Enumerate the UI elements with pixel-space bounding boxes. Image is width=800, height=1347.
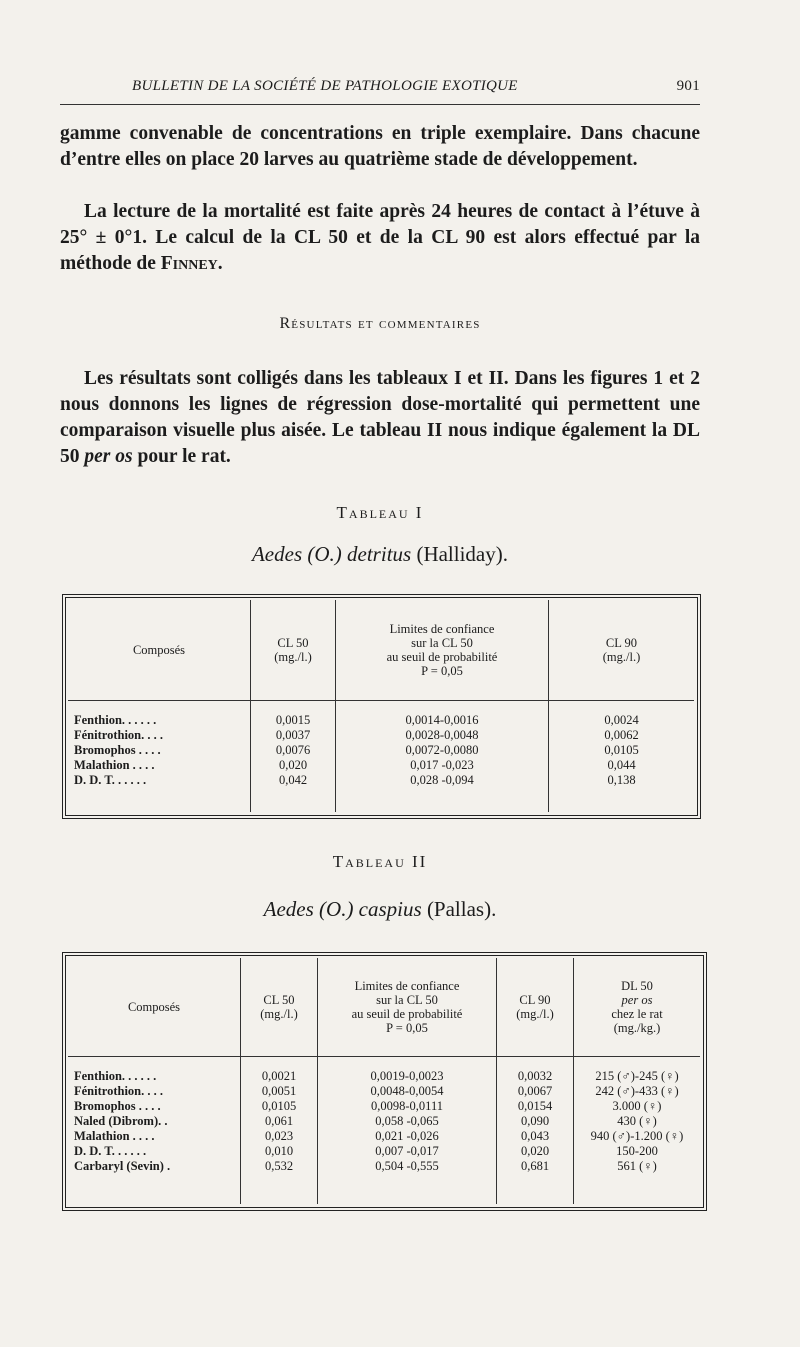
- cell-limits: 0,0014-0,0016: [336, 712, 549, 727]
- cell-compose: D. D. T. . . . . .: [74, 772, 147, 787]
- cell-dl50: 940 (♂)-1.200 (♀): [574, 1128, 701, 1143]
- cell-compose: Carbaryl (Sevin) .: [74, 1158, 171, 1173]
- cell-dl50: 215 (♂)-245 (♀): [574, 1068, 701, 1083]
- table-1-body: [68, 700, 694, 812]
- table-1-header-limits-4: P = 0,05: [421, 663, 463, 678]
- cell-dl50: 242 (♂)-433 (♀): [574, 1083, 701, 1098]
- table-1-header-cl90: [549, 600, 695, 700]
- table-1: [68, 600, 694, 812]
- cell-cl50: 0,0021: [241, 1068, 318, 1083]
- table-2-header-dl50-route: per os: [621, 992, 653, 1007]
- table-2-header-cl90-label: CL 90: [519, 992, 551, 1007]
- table-1-title: Tableau I: [336, 503, 424, 522]
- table-row: [68, 712, 694, 727]
- cell-compose: Fénitrothion. . . .: [74, 1083, 164, 1098]
- cell-cl90: 0,0024: [549, 712, 695, 727]
- header-rule: [60, 104, 700, 105]
- cell-limits: 0,017 -0,023: [336, 757, 549, 772]
- cell-compose: Naled (Dibrom). .: [74, 1113, 168, 1128]
- cell-limits: 0,0072-0,0080: [336, 742, 549, 757]
- cell-cl50: 0,042: [251, 772, 336, 787]
- cell-cl90: 0,090: [497, 1113, 574, 1128]
- table-row: [68, 742, 694, 757]
- cell-dl50: 3.000 (♀): [574, 1098, 701, 1113]
- cell-cl90: 0,138: [549, 772, 695, 787]
- table-2-header-limits: [318, 958, 497, 1056]
- cell-cl50: 0,532: [241, 1158, 318, 1173]
- paragraph-3-text: Les résultats sont colligés dans les tableaux I et II. Dans les figures 1 et 2 nous donnons les lignes de régression dose-mortalité qui permettent une comparaison visuelle plus aisée. Le tableau II nous indique également la DL 50: [60, 368, 700, 467]
- table-row: [68, 772, 694, 787]
- table-1-header-compose: Composés: [68, 600, 251, 700]
- table-2-header-cl50-label: CL 50: [263, 992, 295, 1007]
- table-1-header-cl50-label: CL 50: [277, 635, 309, 650]
- table-2-species: [60, 897, 700, 922]
- cell-cl50: 0,010: [241, 1143, 318, 1158]
- paragraph-2: [60, 199, 700, 277]
- table-2: [68, 958, 700, 1204]
- table-2-header-cl90-unit: (mg./l.): [516, 1006, 554, 1021]
- paragraph-3: [60, 366, 700, 470]
- table-2-body: [68, 1056, 700, 1204]
- cell-limits: 0,0028-0,0048: [336, 727, 549, 742]
- table-1-header-limits-3: au seuil de probabilité: [386, 649, 498, 664]
- cell-cl50: 0,023: [241, 1128, 318, 1143]
- cell-limits: 0,007 -0,017: [318, 1143, 497, 1158]
- table-1-header-limits-2: sur la CL 50: [411, 635, 473, 650]
- table-row: [68, 1143, 700, 1158]
- table-row: [68, 1128, 700, 1143]
- cell-cl90: 0,0062: [549, 727, 695, 742]
- table-1-species-author: (Halliday).: [416, 542, 508, 566]
- per-os-italic: per os: [84, 446, 133, 467]
- table-1-species-name: Aedes (O.) detritus: [251, 542, 412, 566]
- table-row: [68, 1083, 700, 1098]
- cell-compose: Bromophos . . . .: [74, 1098, 161, 1113]
- table-1-species: [60, 542, 700, 567]
- table-row: [68, 727, 694, 742]
- table-2-header-dl50-unit: (mg./kg.): [613, 1020, 661, 1035]
- page-number: 901: [676, 78, 700, 94]
- paragraph-2-end: .: [217, 253, 223, 274]
- cell-cl90: 0,044: [549, 757, 695, 772]
- cell-compose: Malathion . . . .: [74, 757, 155, 772]
- cell-limits: 0,0048-0,0054: [318, 1083, 497, 1098]
- table-2-header-limits-3: au seuil de probabilité: [351, 1006, 463, 1021]
- paragraph-1-text: gamme convenable de concentrations en triple exemplaire. Dans chacune d’entre elles on place 20 larves au quatrième stade de développement.: [60, 123, 700, 170]
- table-2-header-limits-4: P = 0,05: [386, 1020, 428, 1035]
- table-spacer-row: [68, 787, 694, 812]
- table-2-species-name: Aedes (O.) caspius: [263, 897, 422, 921]
- cell-cl90: 0,0105: [549, 742, 695, 757]
- cell-cl90: 0,043: [497, 1128, 574, 1143]
- table-row: [68, 1068, 700, 1083]
- table-2-header-limits-1: Limites de confiance: [354, 978, 460, 993]
- cell-limits: 0,0098-0,0111: [318, 1098, 497, 1113]
- table-2-title: Tableau II: [332, 852, 428, 871]
- table-2-header-dl50-label: DL 50: [621, 978, 653, 993]
- cell-limits: 0,021 -0,026: [318, 1128, 497, 1143]
- cell-limits: 0,0019-0,0023: [318, 1068, 497, 1083]
- table-row: [68, 1113, 700, 1128]
- table-2-header-cl90: [497, 958, 574, 1056]
- table-spacer-row: [68, 700, 694, 712]
- paragraph-3-end: pour le rat.: [137, 446, 231, 467]
- table-spacer-row: [68, 1173, 700, 1204]
- cell-limits: 0,504 -0,555: [318, 1158, 497, 1173]
- cell-cl90: 0,0154: [497, 1098, 574, 1113]
- cell-dl50: 561 (♀): [574, 1158, 701, 1173]
- paragraph-1: [60, 121, 700, 173]
- cell-cl50: 0,061: [241, 1113, 318, 1128]
- cell-cl50: 0,0037: [251, 727, 336, 742]
- table-1-header-cl90-label: CL 90: [605, 635, 638, 650]
- cell-compose: Bromophos . . . .: [74, 742, 161, 757]
- table-1-header-cl50: [251, 600, 336, 700]
- table-2-header-cl50-unit: (mg./l.): [260, 1006, 298, 1021]
- cell-cl90: 0,0032: [497, 1068, 574, 1083]
- table-2-header-dl50: [574, 958, 701, 1056]
- table-1-header-limits: [336, 600, 549, 700]
- table-1-header-limits-1: Limites de confiance: [389, 621, 495, 636]
- journal-title: BULLETIN DE LA SOCIÉTÉ DE PATHOLOGIE EXOTIQUE: [132, 78, 518, 94]
- table-2-species-author: (Pallas).: [426, 897, 497, 921]
- table-row: [68, 757, 694, 772]
- cell-cl50: 0,0105: [241, 1098, 318, 1113]
- cell-cl90: 0,681: [497, 1158, 574, 1173]
- cell-compose: D. D. T. . . . . .: [74, 1143, 147, 1158]
- table-2-header-compose: Composés: [68, 958, 241, 1056]
- cell-cl50: 0,0015: [251, 712, 336, 727]
- table-row: [68, 1158, 700, 1173]
- table-1-header-cl90-unit: (mg./l.): [602, 649, 641, 664]
- table-2-header-dl50-species: chez le rat: [611, 1006, 663, 1021]
- table-1-header-cl50-unit: (mg./l.): [274, 649, 312, 664]
- section-title: Résultats et commentaires: [279, 315, 481, 332]
- cell-compose: Fenthion. . . . . .: [74, 712, 157, 727]
- cell-dl50: 150-200: [574, 1143, 701, 1158]
- cell-cl50: 0,0051: [241, 1083, 318, 1098]
- table-row: [68, 1098, 700, 1113]
- table-spacer-row: [68, 1056, 700, 1068]
- cell-cl50: 0,0076: [251, 742, 336, 757]
- cell-compose: Fénitrothion. . . .: [74, 727, 164, 742]
- cell-limits: 0,058 -0,065: [318, 1113, 497, 1128]
- cell-cl90: 0,0067: [497, 1083, 574, 1098]
- cell-cl50: 0,020: [251, 757, 336, 772]
- cell-compose: Fenthion. . . . . .: [74, 1068, 157, 1083]
- author-finney: Finney: [160, 253, 218, 274]
- cell-limits: 0,028 -0,094: [336, 772, 549, 787]
- cell-cl90: 0,020: [497, 1143, 574, 1158]
- paragraph-2-text: La lecture de la mortalité est faite après 24 heures de contact à l’étuve à 25° ± 0°1. Le calcul de la CL 50 et de la CL 90 est alors effectué par la méthode de: [60, 201, 700, 274]
- cell-compose: Malathion . . . .: [74, 1128, 155, 1143]
- cell-dl50: 430 (♀): [574, 1113, 701, 1128]
- table-2-header-cl50: [241, 958, 318, 1056]
- table-2-header-limits-2: sur la CL 50: [376, 992, 438, 1007]
